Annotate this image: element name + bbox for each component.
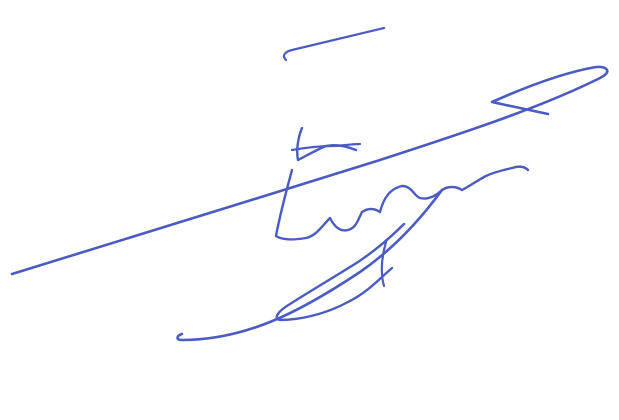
signature-stroke-middle-letters	[380, 186, 462, 212]
signature-stroke-left-letters	[276, 170, 380, 239]
signature-stroke-top-dash	[284, 28, 384, 60]
signature-stroke-right-letters	[462, 167, 528, 190]
signature-stroke-long-sweep	[12, 67, 607, 274]
signature-stroke-descender	[382, 242, 386, 286]
